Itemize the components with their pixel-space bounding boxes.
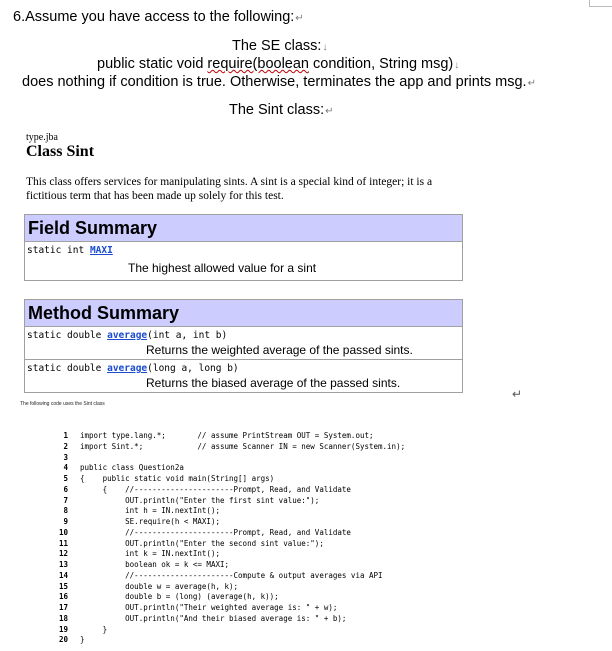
code-line xyxy=(44,485,405,496)
method-summary-title: Method Summary xyxy=(25,300,462,327)
line-break-icon: ↓ xyxy=(454,60,460,71)
line-number: 18 xyxy=(58,613,68,623)
code-text: boolean ok = k <= MAXI; xyxy=(80,560,230,569)
field-modifier: static int MAXI xyxy=(27,245,113,256)
field-summary-title: Field Summary xyxy=(25,215,462,242)
field-description: The highest allowed value for a sint xyxy=(128,261,317,275)
code-line xyxy=(44,582,405,593)
code-listing xyxy=(44,431,405,646)
method-summary-table xyxy=(24,299,463,393)
method-link-average[interactable]: average xyxy=(107,330,148,341)
class-description-line-1: This class offers services for manipulating sints. A sint is a special kind of integer; it is a xyxy=(26,176,433,188)
code-line xyxy=(44,463,405,474)
code-line xyxy=(44,560,405,571)
line-number: 14 xyxy=(58,570,68,580)
code-text: //----------------------Prompt, Read, and Validate xyxy=(80,527,351,537)
line-number: 3 xyxy=(63,452,68,462)
require-description: does nothing if condition is true. Otherwise, terminates the app and prints msg.↵ xyxy=(22,74,536,90)
class-description-line-2: fictitious term that has been made up solely for this test. xyxy=(26,190,284,202)
line-number: 6 xyxy=(63,484,68,494)
line-number: 13 xyxy=(58,560,68,569)
package-name: type.jba xyxy=(26,132,58,143)
code-line xyxy=(44,496,405,507)
code-text: double w = average(h, k); xyxy=(80,581,239,591)
code-text: //----------------------Compute & output averages via API xyxy=(80,570,383,580)
method-link-average[interactable]: average xyxy=(107,363,148,374)
line-number: 5 xyxy=(63,474,68,483)
code-line xyxy=(44,603,405,614)
code-text: } xyxy=(80,635,85,645)
code-text: { //----------------------Prompt, Read, and Validate xyxy=(80,484,351,494)
method-row xyxy=(25,359,462,392)
code-text: public class Question2a xyxy=(80,463,184,473)
code-line xyxy=(44,635,405,646)
field-link-maxi[interactable]: MAXI xyxy=(89,245,113,256)
line-number: 12 xyxy=(58,549,68,559)
code-line xyxy=(44,506,405,517)
line-break-icon: ↓ xyxy=(322,42,328,53)
method-signature: static double average(long a, long b) xyxy=(27,363,239,374)
code-text: import type.lang.*; // assume PrintStream OUT = System.out; xyxy=(80,431,374,440)
code-text: } xyxy=(80,624,108,634)
window-corner xyxy=(589,0,612,7)
line-number: 10 xyxy=(58,527,68,537)
return-arrow-icon: ↵ xyxy=(512,387,523,401)
line-number: 4 xyxy=(63,463,68,473)
se-class-label: The SE class:↓ xyxy=(232,38,328,54)
line-number: 16 xyxy=(58,592,68,602)
code-text: int k = IN.nextInt(); xyxy=(80,549,220,559)
code-text: double b = (long) (average(h, k)); xyxy=(80,592,279,602)
paragraph-mark-icon: ↵ xyxy=(295,13,304,24)
code-line xyxy=(44,453,405,464)
line-number: 19 xyxy=(58,624,68,634)
code-line xyxy=(44,592,405,603)
line-number: 2 xyxy=(63,441,68,451)
line-number: 17 xyxy=(58,603,68,612)
question-heading: 6.Assume you have access to the following:↵ xyxy=(13,9,304,25)
code-text: SE.require(h < MAXI); xyxy=(80,517,220,526)
field-summary-table xyxy=(24,214,463,281)
class-title: Class Sint xyxy=(26,143,95,160)
code-text: OUT.println("And their biased average is: " + b); xyxy=(80,613,347,623)
field-row xyxy=(25,242,462,280)
paragraph-mark-icon: ↵ xyxy=(325,106,334,117)
code-line xyxy=(44,549,405,560)
code-line xyxy=(44,528,405,539)
method-row xyxy=(25,327,462,359)
line-number: 15 xyxy=(58,581,68,591)
code-text: OUT.println("Their weighted average is: " + w); xyxy=(80,603,338,612)
line-number: 11 xyxy=(58,538,68,548)
method-description: Returns the biased average of the passed sints. xyxy=(146,376,401,390)
code-line xyxy=(44,431,405,442)
code-line xyxy=(44,539,405,550)
method-description: Returns the weighted average of the passed sints. xyxy=(146,343,413,357)
require-signature: public static void require(boolean condition, String msg)↓ xyxy=(97,56,460,72)
paragraph-mark-icon: ↵ xyxy=(527,78,536,89)
code-intro: The following code uses the Sint class xyxy=(20,401,105,407)
code-line xyxy=(44,625,405,636)
line-number: 8 xyxy=(63,506,68,516)
code-line xyxy=(44,517,405,528)
code-line xyxy=(44,614,405,625)
code-text: import Sint.*; // assume Scanner IN = new Scanner(System.in); xyxy=(80,441,406,451)
spellcheck-squiggle: require(boolean xyxy=(207,56,309,72)
code-text: int h = IN.nextInt(); xyxy=(80,506,220,516)
sint-class-label: The Sint class:↵ xyxy=(229,102,334,118)
line-number: 20 xyxy=(58,635,68,645)
code-line xyxy=(44,442,405,453)
code-text: OUT.println("Enter the second sint value:"); xyxy=(80,538,324,548)
code-text: { public static void main(String[] args) xyxy=(80,474,275,483)
line-number: 9 xyxy=(63,517,68,526)
method-signature: static double average(int a, int b) xyxy=(27,330,228,341)
code-text: OUT.println("Enter the first sint value:"); xyxy=(80,495,320,505)
code-line xyxy=(44,571,405,582)
line-number: 1 xyxy=(63,431,68,440)
line-number: 7 xyxy=(63,495,68,505)
code-line xyxy=(44,474,405,485)
